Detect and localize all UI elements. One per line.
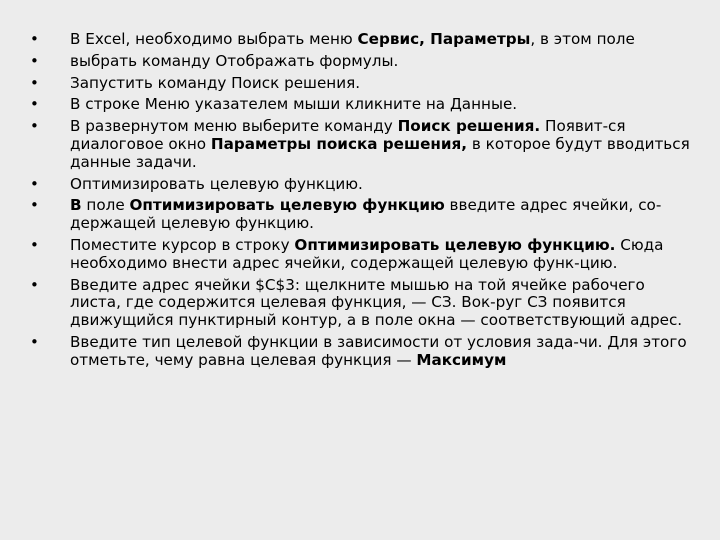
list-item — [28, 31, 693, 49]
item-text: Введите адрес ячейки $С$3: щелкните мышью на той ячейке рабочего листа, где содержится целевая функция, — СЗ. Вок-руг СЗ появится движущийся пунктирный контур, а в поле окна — соответствующий адрес. — [70, 275, 683, 330]
item-text: в которое будут вводиться данные задачи. — [70, 134, 690, 171]
item-text: , в этом поле — [530, 30, 635, 48]
item-text: Сюда необходимо внести адрес ячейки, содержащей целевую функ-цию. — [70, 235, 664, 272]
item-text: В строке Меню указателем мыши кликните на Данные. — [70, 95, 518, 114]
item-text: выбрать команду Отображать формулы. — [70, 51, 399, 70]
item-text: введите адрес ячейки, со-держащей целевую функцию. — [70, 196, 662, 233]
bullet-icon: • — [30, 275, 39, 294]
bullet-icon: • — [30, 196, 39, 215]
bullet-list — [28, 31, 693, 370]
bullet-icon: • — [30, 235, 39, 254]
item-bold-text: Оптимизировать целевую функцию — [129, 196, 445, 215]
item-bold-text: Сервис, Параметры — [357, 30, 531, 48]
list-item — [28, 53, 693, 71]
item-text: Появит-ся диалоговое окно — [70, 117, 626, 153]
item-bold-text: Максимум — [416, 350, 507, 369]
item-text: Запустить команду Поиск решения. — [70, 73, 361, 92]
bullet-icon: • — [30, 51, 39, 70]
item-text: Оптимизировать целевую функцию. — [70, 174, 363, 193]
list-item — [28, 334, 693, 370]
item-bold-text: Оптимизировать целевую функцию. — [294, 235, 616, 254]
item-bold-text: Поиск решения. — [397, 117, 541, 136]
bullet-icon: • — [30, 174, 39, 193]
item-text: В развернутом меню выберите команду — [70, 117, 398, 136]
item-text: Поместите курсор в строку — [70, 235, 295, 254]
item-text: В Excel, необходимо выбрать меню — [70, 30, 358, 48]
list-item — [28, 277, 693, 330]
bullet-icon: • — [30, 30, 39, 48]
bullet-icon: • — [30, 95, 39, 114]
bullet-icon: • — [30, 332, 39, 351]
list-item — [28, 96, 693, 114]
slide-content — [28, 31, 693, 374]
bullet-icon: • — [30, 73, 39, 92]
list-item — [28, 197, 693, 233]
item-text: Введите тип целевой функции в зависимости от условия зада-чи. Для этого отметьте, чему равна целевая функция — — [70, 332, 687, 369]
item-bold-text: В — [70, 196, 82, 215]
list-item — [28, 176, 693, 194]
list-item — [28, 75, 693, 93]
item-text: поле — [81, 196, 130, 215]
list-item — [28, 237, 693, 273]
bullet-icon: • — [30, 117, 39, 136]
item-bold-text: Параметры поиска решения, — [210, 134, 468, 153]
list-item — [28, 118, 693, 171]
